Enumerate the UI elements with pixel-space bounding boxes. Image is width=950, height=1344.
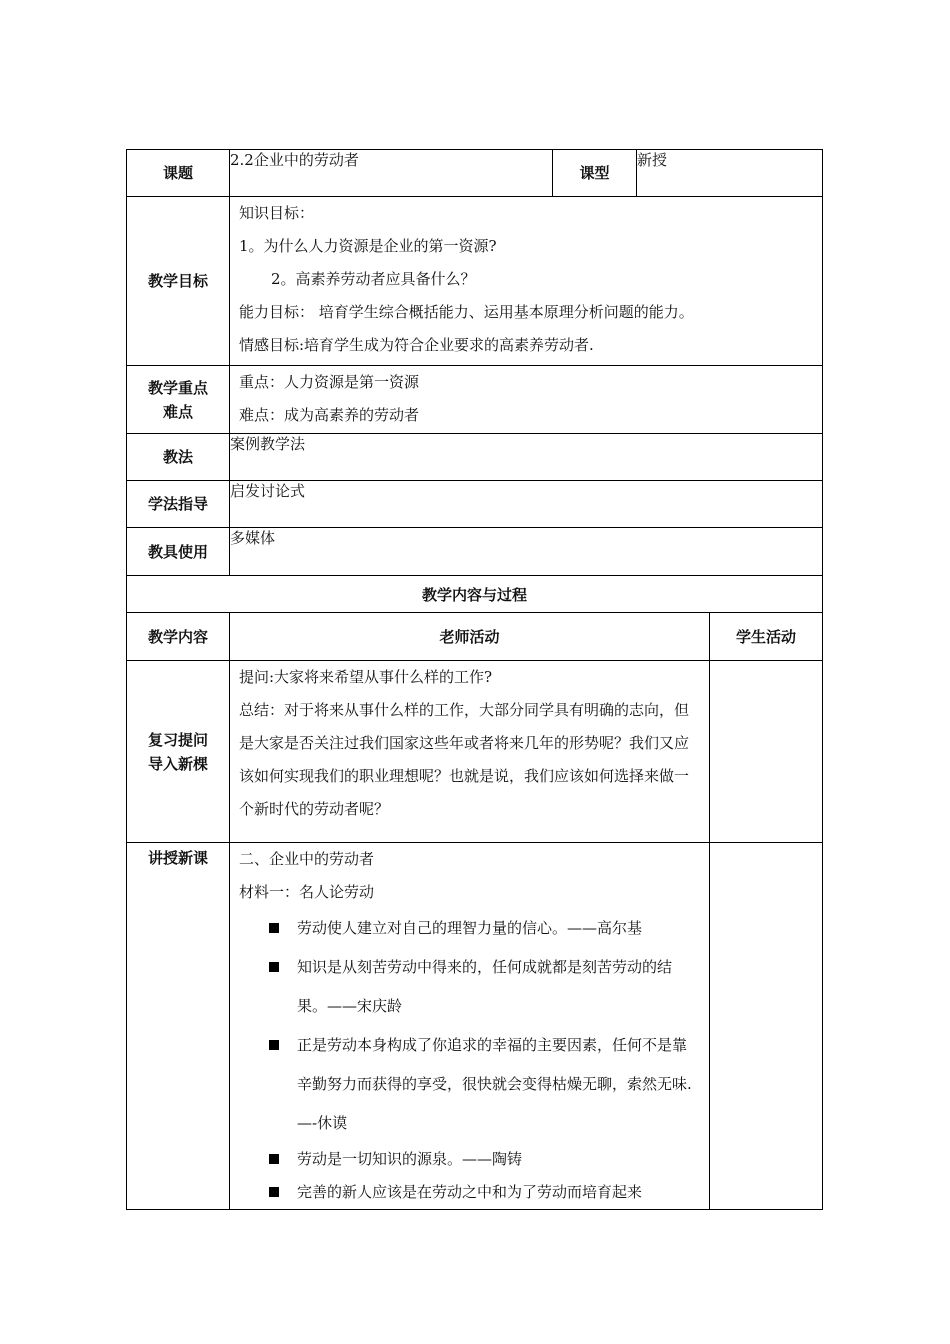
bullet-square-icon: [269, 1154, 279, 1164]
review-question: 提问:大家将来希望从事什么样的工作?: [239, 668, 493, 686]
section-title: 教学内容与过程: [127, 576, 823, 613]
row-study-guide: [127, 481, 823, 528]
tools-value: 多媒体: [230, 528, 823, 576]
objectives-content: [230, 197, 823, 366]
new-lesson-teacher-activity: [230, 843, 710, 1210]
quote-item: 劳动使人建立对自己的理智力量的信心。——高尔基: [239, 909, 701, 948]
column-header-teacher: 老师活动: [230, 613, 710, 661]
bullet-square-icon: [269, 1187, 279, 1197]
objective-line: 2。高素养劳动者应具备什么？: [271, 270, 476, 288]
bullet-square-icon: [269, 962, 279, 972]
type-value: 新授: [637, 150, 823, 197]
quote-item: 完善的新人应该是在劳动之中和为了劳动而培育起来: [239, 1176, 701, 1209]
method-value: 案例教学法: [230, 434, 823, 481]
objective-line: 知识目标：: [239, 204, 315, 222]
key-points-label: 教学重点 难点: [127, 366, 230, 434]
objectives-label: 教学目标: [127, 197, 230, 366]
material-title: 材料一：名人论劳动: [239, 883, 375, 901]
quote-item: 正是劳动本身构成了你追求的幸福的主要因素，任何不是靠辛勤努力而获得的享受，很快就会变得枯燥无聊，索然无味.—-休谟: [239, 1026, 701, 1143]
row-new-lesson: [127, 843, 823, 1210]
method-label: 教法: [127, 434, 230, 481]
key-point-line: 重点：人力资源是第一资源: [239, 373, 420, 391]
review-summary: 总结：对于将来从事什么样的工作，大部分同学具有明确的志向，但是大家是否关注过我们国家这些年或者将来几年的形势呢？我们又应该如何实现我们的职业理想呢？也就是说，我们应该如何选择来做一个新时代的劳动者呢？: [239, 701, 690, 818]
lesson-plan-table: [126, 149, 823, 1210]
row-key-points: [127, 366, 823, 434]
column-header-content: 教学内容: [127, 613, 230, 661]
new-lesson-student-activity: [710, 843, 823, 1210]
column-header-student: 学生活动: [710, 613, 823, 661]
row-topic: [127, 150, 823, 197]
objective-line: 能力目标： 培育学生综合概括能力、运用基本原理分析问题的能力。: [239, 303, 694, 321]
study-guide-label: 学法指导: [127, 481, 230, 528]
bullet-square-icon: [269, 1040, 279, 1050]
type-label: 课型: [553, 150, 637, 197]
topic-value: 2.2企业中的劳动者: [230, 150, 553, 197]
tools-label: 教具使用: [127, 528, 230, 576]
new-lesson-label: 讲授新课: [127, 843, 230, 1210]
key-points-content: [230, 366, 823, 434]
quote-item: 知识是从刻苦劳动中得来的，任何成就都是刻苦劳动的结果。——宋庆龄: [239, 948, 701, 1026]
difficulty-line: 难点：成为高素养的劳动者: [239, 406, 420, 424]
review-label: 复习提问 导入新棵: [127, 661, 230, 843]
review-teacher-activity: [230, 661, 710, 843]
row-method: [127, 434, 823, 481]
topic-label: 课题: [127, 150, 230, 197]
objective-line: 1。为什么人力资源是企业的第一资源?: [239, 237, 497, 255]
row-column-headers: [127, 613, 823, 661]
row-objectives: [127, 197, 823, 366]
row-section-title: [127, 576, 823, 613]
bullet-square-icon: [269, 923, 279, 933]
study-guide-value: 启发讨论式: [230, 481, 823, 528]
objective-line: 情感目标:培育学生成为符合企业要求的高素养劳动者.: [239, 336, 594, 354]
row-review: [127, 661, 823, 843]
review-student-activity: [710, 661, 823, 843]
row-tools: [127, 528, 823, 576]
new-lesson-heading: 二、企业中的劳动者: [239, 850, 375, 868]
quote-item: 劳动是一切知识的源泉。——陶铸: [239, 1143, 701, 1176]
